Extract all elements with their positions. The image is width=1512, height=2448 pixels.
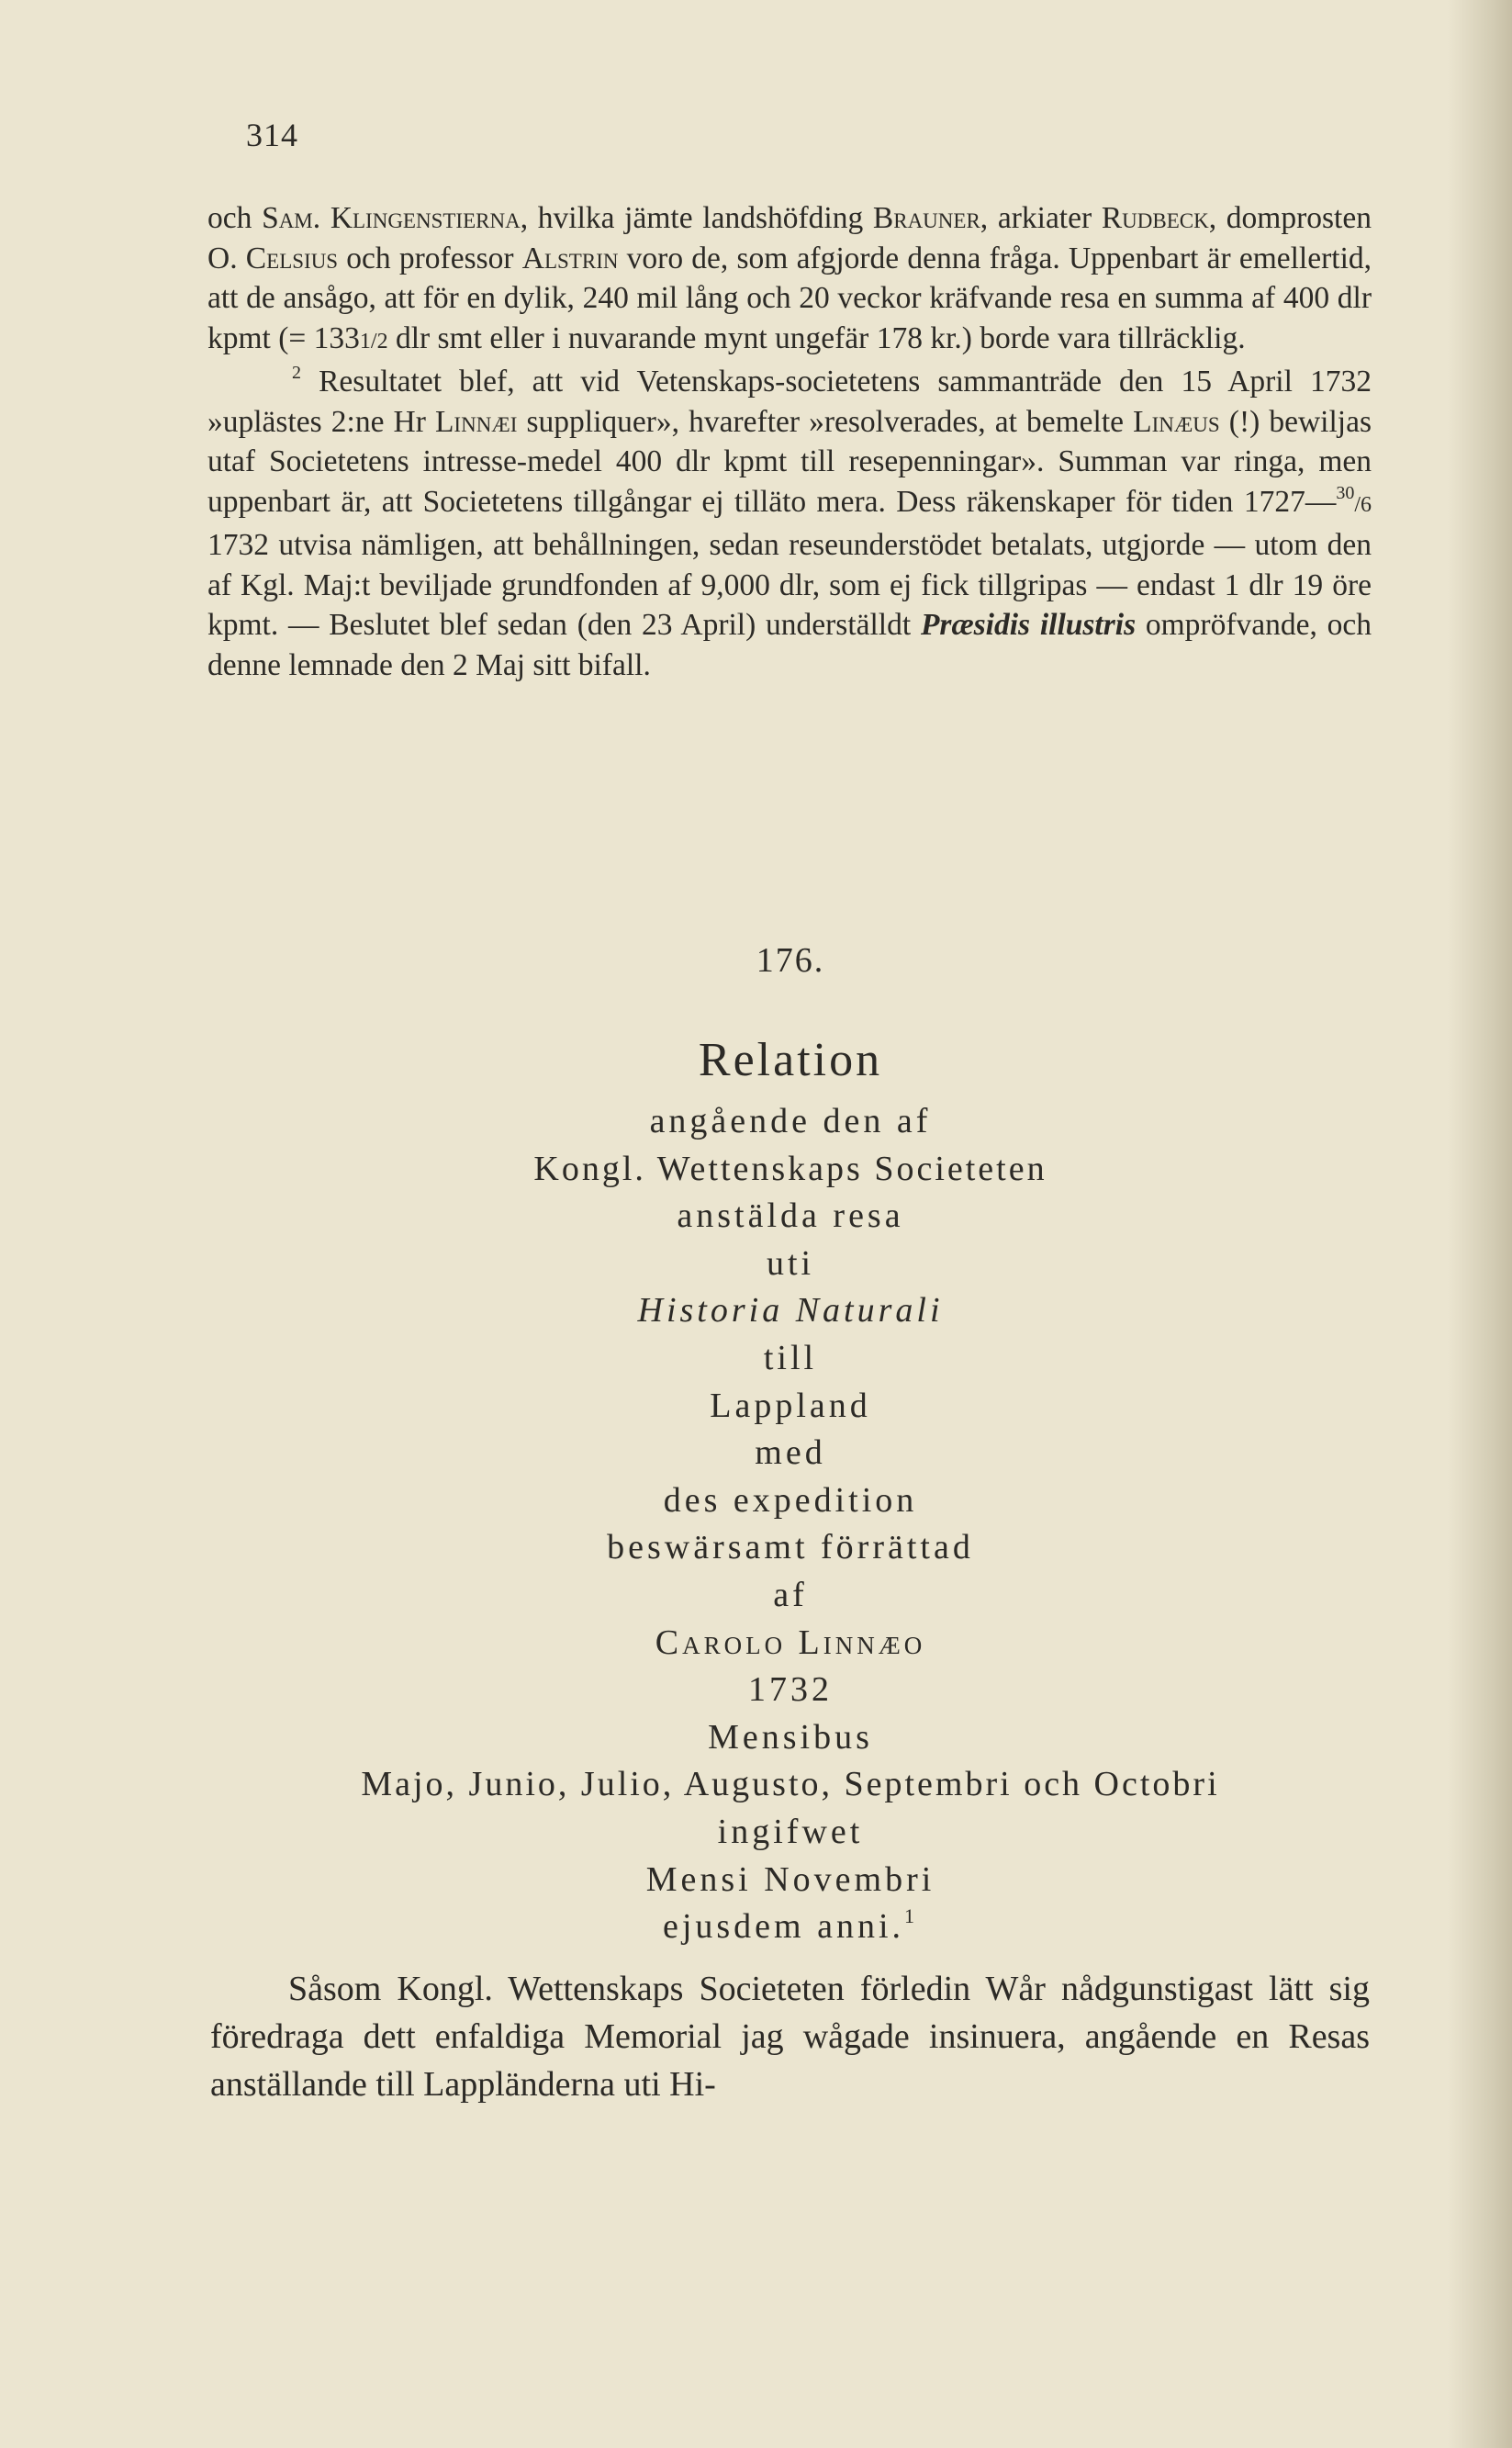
title-line-author: Carolo Linnæo bbox=[655, 1623, 926, 1662]
name-brauner: Brauner bbox=[872, 201, 980, 235]
footnote-marker-1: 1 bbox=[904, 1904, 919, 1928]
name-linnaei: Linnæi bbox=[434, 404, 518, 439]
title-line: Mensibus bbox=[708, 1717, 873, 1757]
title-line: med bbox=[755, 1433, 826, 1473]
footnote-marker-2: 2 bbox=[292, 363, 301, 383]
name-celsius: Celsius bbox=[245, 241, 339, 275]
title-line: beswärsamt förrättad bbox=[607, 1528, 974, 1567]
name-alstrin: Alstrin bbox=[521, 241, 619, 275]
footnote-2: $^2$ Resultatet blef, att vid Vetenskaps-societetens sammanträde den 15 April 1732 »uplästes 2:ne Hr Linnæi suppliquer», hvarefter »resolverades, at bemelte Linæus (!) bewiljas utaf Societetens intresse-medel 400 dlr kpmt till resepenningar». Summan var ringa, men uppenbart är, att Societetens tillgångar ej tilläto mera. Dess räkenskaper för tiden 1727—$^{30}$/6 1732 utvisa nämligen, att behållningen, sedan reseunderstödet betalats, utgjorde — utom den af Kgl. Maj:t beviljade grundfonden af 9,000 dlr, som ej fick tillgripas — endast 1 dlr 19 öre kpmt. — Beslutet blef sedan (den 23 April) underställdt Præsidis illustris ompröfvande, och denne lemnade den 2 Maj sitt bifall. bbox=[207, 363, 1372, 682]
title-line: af bbox=[773, 1575, 808, 1614]
name-linaeus: Linæus bbox=[1133, 404, 1220, 439]
title-line: till bbox=[763, 1338, 818, 1377]
date-fraction-sub: /6 bbox=[1354, 492, 1372, 517]
name-klingenstierna: Sam. Klingenstierna bbox=[262, 201, 521, 235]
title-line: anstälda resa bbox=[677, 1196, 904, 1236]
footnote-continuation: och Sam. Klingenstierna, hvilka jämte landshöfding Brauner, arkiater Rudbeck, domprosten O. Celsius och professor Alstrin voro de, som afgjorde denna fråga. Uppenbart är emellertid, att de ansågo, att för en dylik, 240 mil lång och 20 veckor kräfvande resa en summa af 400 dlr kpmt (= 1331/2 dlr smt eller i nuvarande mynt ungefär 178 kr.) borde vara tillräcklig. bbox=[207, 201, 1372, 355]
title-line: angående den af bbox=[649, 1102, 932, 1140]
title-main: Relation bbox=[698, 1034, 883, 1086]
title-line: des expedition bbox=[663, 1480, 918, 1520]
body-text bbox=[210, 1965, 1370, 2108]
document-number: 176. bbox=[756, 941, 825, 980]
body-paragraph: Såsom Kongl. Wettenskaps Societeten förledin Wår nådgunstigast lätt sig föredraga dett enfaldiga Memorial jag wågade insinuera, angående en Resas anställande till Lappländerna uti Hi- bbox=[210, 1970, 1370, 2104]
title-line: uti bbox=[766, 1243, 815, 1283]
praesidis-illustris: Præsidis illustris bbox=[920, 608, 1137, 642]
footnotes-section bbox=[207, 198, 1372, 685]
fraction-half: 1/2 bbox=[359, 329, 388, 354]
title-line: Majo, Junio, Julio, Augusto, Septembri och Octobri bbox=[361, 1765, 1220, 1804]
title-line-italic: Historia Naturali bbox=[637, 1291, 944, 1331]
title-line: ingifwet bbox=[717, 1812, 864, 1851]
title-line: Mensi Novembri bbox=[645, 1859, 935, 1899]
title-block bbox=[0, 1028, 1512, 1951]
title-line-last: ejusdem anni.$^1$ bbox=[662, 1904, 919, 1947]
date-fraction-sup: 30 bbox=[1336, 482, 1355, 503]
name-rudbeck: Rudbeck bbox=[1101, 201, 1209, 235]
title-line-year: 1732 bbox=[748, 1670, 833, 1710]
title-line: Kongl. Wettenskaps Societeten bbox=[533, 1149, 1047, 1188]
page-number: 314 bbox=[246, 117, 298, 153]
title-line: Lappland bbox=[710, 1386, 871, 1425]
